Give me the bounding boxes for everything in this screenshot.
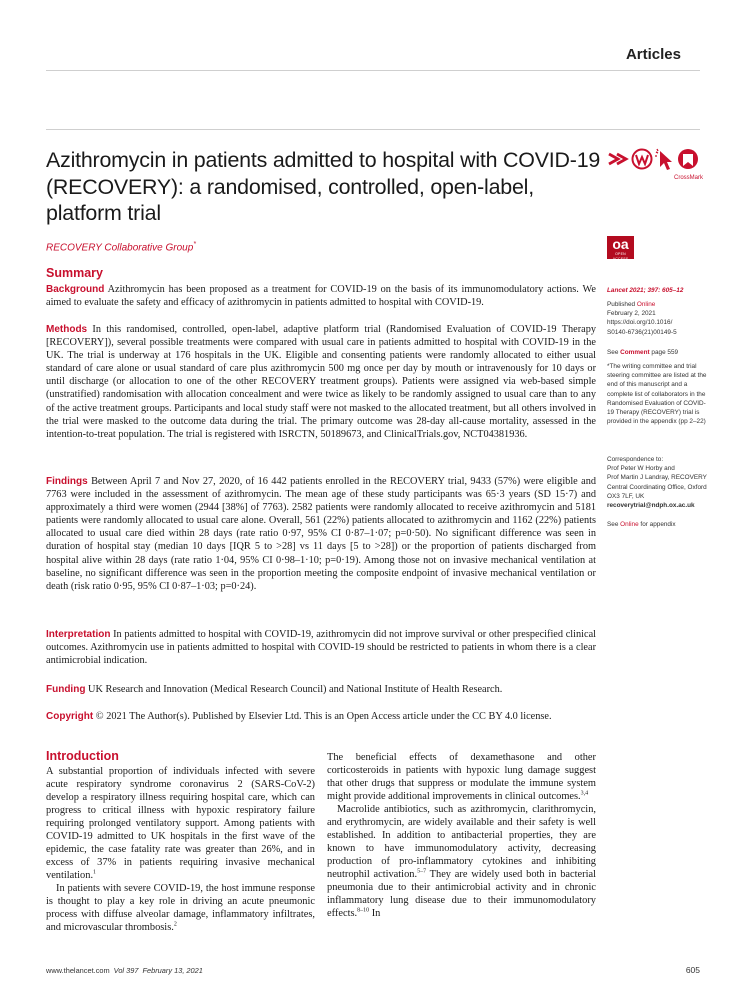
- title-rule: [46, 129, 700, 130]
- appendix-online-link[interactable]: Online: [620, 521, 639, 528]
- crossmark-icon[interactable]: [677, 148, 699, 172]
- intro-heading: Introduction: [46, 749, 119, 763]
- published-online-link[interactable]: Online: [636, 301, 656, 308]
- findings-text: Between April 7 and Nov 27, 2020, of 16 442 patients enrolled in the RECOVERY trial, 9433 (57%) were eligible and 7763 were included in the assessment of azithromycin. The mean age of these study participants was 65·3 years (SD 15·7) and approximately a third were women (2944 [38%] of 7763). 2582 patients were randomly allocated to receive azithromycin and 5181 patients were randomly allocated to usual care alone. Overall, 561 (22%) patients allocated to azithromycin and 1162 (22%) patients allocated to usual care died within 28 days (rate ratio 0·97, 95% CI 0·87–1·07; p=0·50). No significant difference was seen in duration of hospital stay (median 10 days [IQR 5 to >28] vs 11 days [5 to >28]) or the proportion of patients discharged from hospital alive within 28 days (rate ratio 1·04, 95% CI 0·98–1·10; p=0·19). Among those not on invasive mechanical ventilation at baseline, no significant difference was seen in the proportion meeting the composite endpoint of invasive mechanical ventilation or death (risk ratio 0·95, 95% CI 0·87–1·03; p=0·24).: [46, 476, 596, 592]
- intro-p4: Macrolide antibiotics, such as azithromycin, clarithromycin, and erythromycin, are widely available and their safety is well established. In addition to antibacterial properties, they are known to have immunomodulatory activity, decreasing production of pro-inflammatory cytokines and inhibiting neutrophil activation.$^{5-7}$ They are widely used both in bacterial pneumonia due to their antimicrobial activity and in chronic inflammatory lung disease due to their immunomodulatory effects.$^{8-10}$ In: [327, 804, 596, 919]
- doi-link-2[interactable]: S0140-6736(21)00149-5: [607, 328, 677, 336]
- web-w-icon[interactable]: [631, 148, 653, 170]
- summary-heading: Summary: [46, 266, 103, 280]
- intro-p2: In patients with severe COVID-19, the host immune response is thought to play a key role in driving an acute pneumonic process with diffuse alveolar damage, inflammatory infiltrates, and microvascular thrombosis.$^2$: [46, 883, 315, 933]
- abstract-methods: [46, 323, 596, 441]
- funding-text: UK Research and Innovation (Medical Research Council) and National Institute of Health Research.: [88, 684, 503, 695]
- section-label: Articles: [625, 46, 681, 63]
- comment-link[interactable]: Comment: [620, 349, 650, 356]
- abstract-findings: [46, 475, 596, 593]
- copyright-text: © 2021 The Author(s). Published by Elsevier Ltd. This is an Open Access article under the CC BY 4.0 license.: [95, 711, 552, 722]
- article-title: Azithromycin in patients admitted to hospital with COVID-19 (RECOVERY): a randomised, controlled, open-label, platform trial: [46, 148, 601, 226]
- cursor-icon[interactable]: [654, 148, 676, 172]
- ref-1[interactable]: 1: [93, 869, 97, 876]
- sidebar-citation: Lancet 2021; 397: 605–12: [607, 287, 684, 294]
- intro-col-left: [46, 765, 315, 934]
- arrow-icon[interactable]: [607, 148, 629, 170]
- abstract-funding: [46, 683, 596, 696]
- findings-label: Findings: [46, 476, 88, 487]
- interpretation-text: In patients admitted to hospital with COVID-19, azithromycin did not improve survival or other prespecified clinical outcomes. Azithromycin use in patients admitted to hospital with COVID-19 should be restricted to patients in whom there is a clear antimicrobial indication.: [46, 629, 596, 667]
- funding-label: Funding: [46, 684, 86, 695]
- crossmark-label: CrossMark: [674, 175, 704, 181]
- oa-main: oa: [612, 236, 629, 252]
- abstract-copyright: [46, 710, 596, 723]
- intro-p1: A substantial proportion of individuals infected with severe acute respiratory syndrome coronavirus 2 (SARS-CoV-2) develop a respiratory illness requiring hospital care, which can progress to critical illness with hypoxic respiratory failure requiring prolonged ventilatory support. Among patients with COVID-19 admitted to UK hospitals in the first wave of the epidemic, the case fatality rate was greater than 26%, and in excess of 37% in patients requiring invasive mechanical ventilation.$^1$: [46, 766, 315, 881]
- sidebar-published: Published Online February 2, 2021 https://doi.org/10.1016/ S0140-6736(21)00149-5: [607, 301, 677, 336]
- header-rule: [46, 70, 700, 71]
- abstract-background: [46, 283, 596, 309]
- email-link[interactable]: recoverytrial@ndph.ox.ac.uk: [607, 502, 695, 510]
- oa-sub: OPEN ACCESS: [612, 252, 629, 261]
- open-access-badge: [607, 236, 634, 259]
- interpretation-label: Interpretation: [46, 629, 111, 640]
- intro-p3: The beneficial effects of dexamethasone and other corticosteroids in patients with hypoxic lung damage suggest that other drugs that suppress or modulate the immune system might provide additional improvements in clinical outcomes.$^{3,4}$: [327, 752, 596, 802]
- sidebar-comment: See Comment page 559: [607, 349, 679, 356]
- background-text: Azithromycin has been proposed as a treatment for COVID-19 on the basis of its immunomodulatory actions. We aimed to evaluate the safety and efficacy of azithromycin in patients admitted to hospital with COVID-19.: [46, 284, 596, 309]
- page-number: 605: [685, 965, 700, 975]
- ref-3-4[interactable]: 3,4: [580, 790, 589, 797]
- authors: [46, 241, 196, 253]
- abstract-interpretation: [46, 628, 596, 667]
- sidebar-footnote: *The writing committee and trial steering committee are listed at the end of this manuscript and a complete list of collaborators in the Randomised Evaluation of COVID-19 Therapy (RECOVERY) trial is provided in the appendix (pp 2–22): [607, 363, 707, 426]
- ref-8-10[interactable]: 8–10: [357, 907, 370, 914]
- author-marker: *: [193, 241, 197, 248]
- ref-2[interactable]: 2: [173, 921, 177, 928]
- sidebar-appendix: See Online for appendix: [607, 521, 676, 528]
- background-label: Background: [46, 284, 105, 295]
- methods-text: In this randomised, controlled, open-label, adaptive platform trial (Randomised Evaluation of COVID-19 Therapy [RECOVERY]), several possible treatments were compared with usual care in patients admitted to hospital with COVID-19 in the UK. The trial is underway at 176 hospitals in the UK. Eligible and consenting patients were randomly allocated to either usual standard of care alone or usual standard of care plus azithromycin 500 mg once per day by mouth or intravenously for 10 days or until discharge (or allocation to one of the other RECOVERY treatment groups). Patients were assigned via web-based simple (unstratified) randomisation with allocation concealment and were twice as likely to be randomly assigned to usual care than to any of the active treatment groups. Participants and local study staff were not masked to the allocated treatment, but all others involved in the trial were masked to the outcome data during the trial. The primary outcome was 28-day all-cause mortality, assessed in the intention-to-treat population. The trial is registered with ISRCTN, 50189673, and ClinicalTrials.gov, NCT04381936.: [46, 324, 596, 440]
- doi-link[interactable]: https://doi.org/10.1016/: [607, 319, 673, 327]
- footer-site-link[interactable]: www.thelancet.com: [46, 966, 110, 975]
- methods-label: Methods: [46, 324, 88, 335]
- ref-5-7[interactable]: 5–7: [417, 868, 427, 875]
- author-name[interactable]: RECOVERY Collaborative Group: [46, 242, 194, 254]
- intro-col-right: [327, 751, 596, 920]
- footer-left: www.thelancet.com Vol 397 February 13, 2021: [46, 966, 203, 975]
- sidebar-correspondence: Correspondence to: Prof Peter W Horby and Prof Martin J Landray, RECOVERY Central Coordinating Office, Oxford OX3 7LF, UK recoverytrial@ndph.ox.ac.uk: [607, 456, 707, 510]
- copyright-label: Copyright: [46, 711, 94, 722]
